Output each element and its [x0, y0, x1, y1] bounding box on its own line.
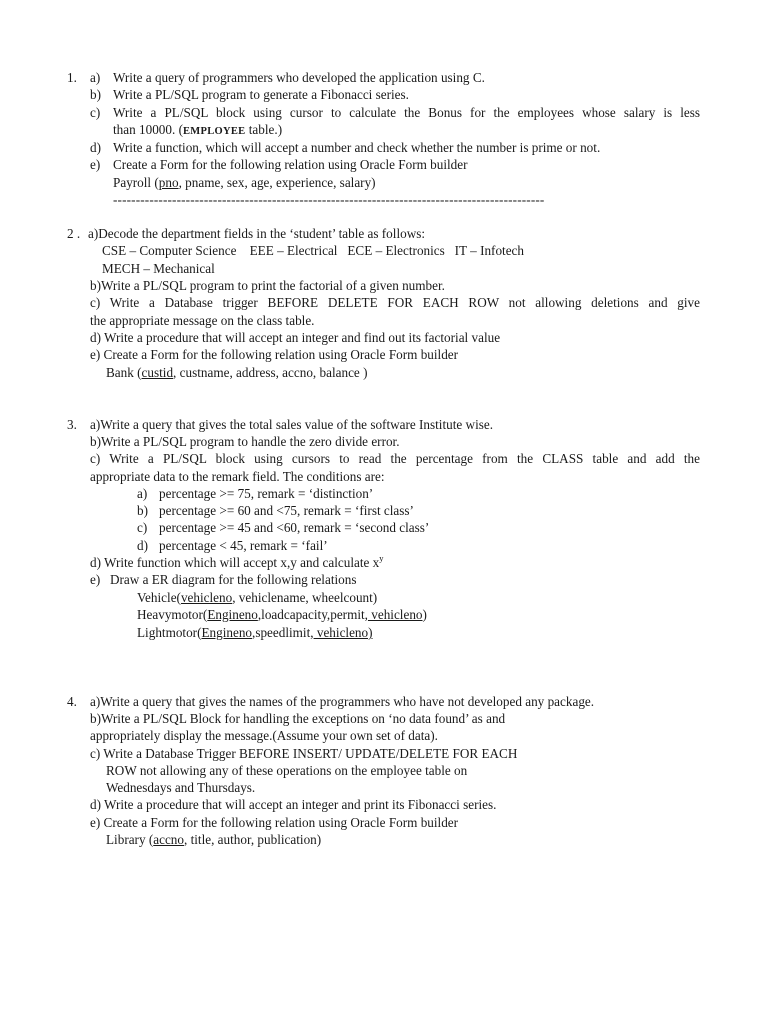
condition-text: percentage >= 75, remark = ‘distinction’	[159, 486, 374, 501]
item-label: e)	[90, 572, 101, 587]
question-text: a)Decode the department fields in the ‘student’ table as follows:	[88, 226, 426, 241]
department-codes: MECH – Mechanical	[102, 261, 215, 276]
question-text: Write a PL/SQL block using cursor to calculate the Bonus for the employees whose salary is less	[113, 105, 700, 120]
item-label: a)	[90, 70, 101, 85]
separator-line: -----------------------------------------------------------------------------------------------	[113, 192, 545, 207]
question-text: b)Write a PL/SQL program to handle the zero divide error.	[90, 434, 400, 449]
primary-key: Engineno	[207, 607, 258, 622]
question-text-continued: Wednesdays and Thursdays.	[106, 780, 256, 795]
condition-text: percentage >= 45 and <60, remark = ‘second class’	[159, 520, 430, 535]
condition-label: a)	[137, 486, 148, 501]
question-number: 2 .	[67, 226, 81, 241]
question-text: c) Write a PL/SQL block using cursors to read the percentage from the CLASS table and add the	[90, 451, 700, 466]
relation-schema: Heavymotor(Engineno,loadcapacity,permit, vehicleno)	[137, 607, 427, 622]
question-text: Create a Form for the following relation using Oracle Form builder	[113, 157, 468, 172]
primary-key: Engineno	[201, 625, 253, 640]
question-text: c) Write a Database trigger BEFORE DELETE FOR EACH ROW not allowing deletions and give	[90, 295, 700, 310]
condition-label: d)	[137, 538, 148, 553]
question-text: e) Create a Form for the following relation using Oracle Form builder	[90, 815, 459, 830]
foreign-key: vehicleno)	[313, 625, 373, 640]
item-label: e)	[90, 157, 101, 172]
item-label: c)	[90, 105, 101, 120]
question-text: e) Create a Form for the following relation using Oracle Form builder	[90, 347, 459, 362]
question-text: d) Write function which will accept x,y and calculate $x^y$	[90, 552, 384, 570]
relation-schema: Bank (custid, custname, address, accno, balance )	[106, 365, 368, 380]
relation-schema: Vehicle(vehicleno, vehiclename, wheelcount)	[137, 590, 378, 605]
question-text-continued: appropriately display the message.(Assume your own set of data).	[90, 728, 438, 743]
question-text-continued: than 10000. (EMPLOYEE table.)	[113, 122, 283, 137]
foreign-key: vehicleno	[367, 607, 423, 622]
question-text: Write a PL/SQL program to generate a Fibonacci series.	[113, 87, 409, 102]
item-label: b)	[90, 87, 101, 102]
question-text: c) Write a Database Trigger BEFORE INSERT/ UPDATE/DELETE FOR EACH	[90, 746, 518, 761]
question-number: 3.	[67, 417, 77, 432]
question-text: Draw a ER diagram for the following relations	[110, 572, 357, 587]
primary-key: accno	[153, 832, 184, 847]
condition-text: percentage >= 60 and <75, remark = ‘first class’	[159, 503, 414, 518]
primary-key: pno	[158, 175, 179, 190]
table-name: EMPLOYEE	[182, 126, 246, 137]
relation-schema: Payroll (pno, pname, sex, age, experience, salary)	[113, 175, 376, 190]
question-text: a)Write a query that gives the total sales value of the software Institute wise.	[90, 417, 494, 432]
question-number: 4.	[67, 694, 77, 709]
relation-schema: Lightmotor(Engineno,speedlimit, vehicleno)	[137, 625, 373, 640]
question-text: Write a query of programmers who developed the application using C.	[113, 70, 485, 85]
condition-text: percentage < 45, remark = ‘fail’	[159, 538, 328, 553]
question-text-continued: ROW not allowing any of these operations on the employee table on	[106, 763, 468, 778]
condition-label: b)	[137, 503, 148, 518]
question-text-continued: appropriate data to the remark field. The conditions are:	[90, 469, 385, 484]
exponent: y	[379, 552, 384, 563]
department-codes: CSE – Computer Science EEE – Electrical ECE – Electronics IT – Infotech	[102, 243, 524, 258]
question-text: Write a function, which will accept a number and check whether the number is prime or not.	[113, 140, 601, 155]
question-number: 1.	[67, 70, 77, 85]
primary-key: vehicleno	[180, 590, 233, 605]
question-text: d) Write a procedure that will accept an integer and print its Fibonacci series.	[90, 797, 497, 812]
question-text: b)Write a PL/SQL Block for handling the exceptions on ‘no data found’ as and	[90, 711, 506, 726]
primary-key: custid	[141, 365, 174, 380]
question-text-continued: the appropriate message on the class table.	[90, 313, 315, 328]
question-text: d) Write a procedure that will accept an integer and find out its factorial value	[90, 330, 501, 345]
question-text: a)Write a query that gives the names of the programmers who have not developed any package.	[90, 694, 595, 709]
relation-schema: Library (accno, title, author, publication)	[106, 832, 322, 847]
item-label: d)	[90, 140, 101, 155]
condition-label: c)	[137, 520, 148, 535]
question-text: b)Write a PL/SQL program to print the factorial of a given number.	[90, 278, 445, 293]
